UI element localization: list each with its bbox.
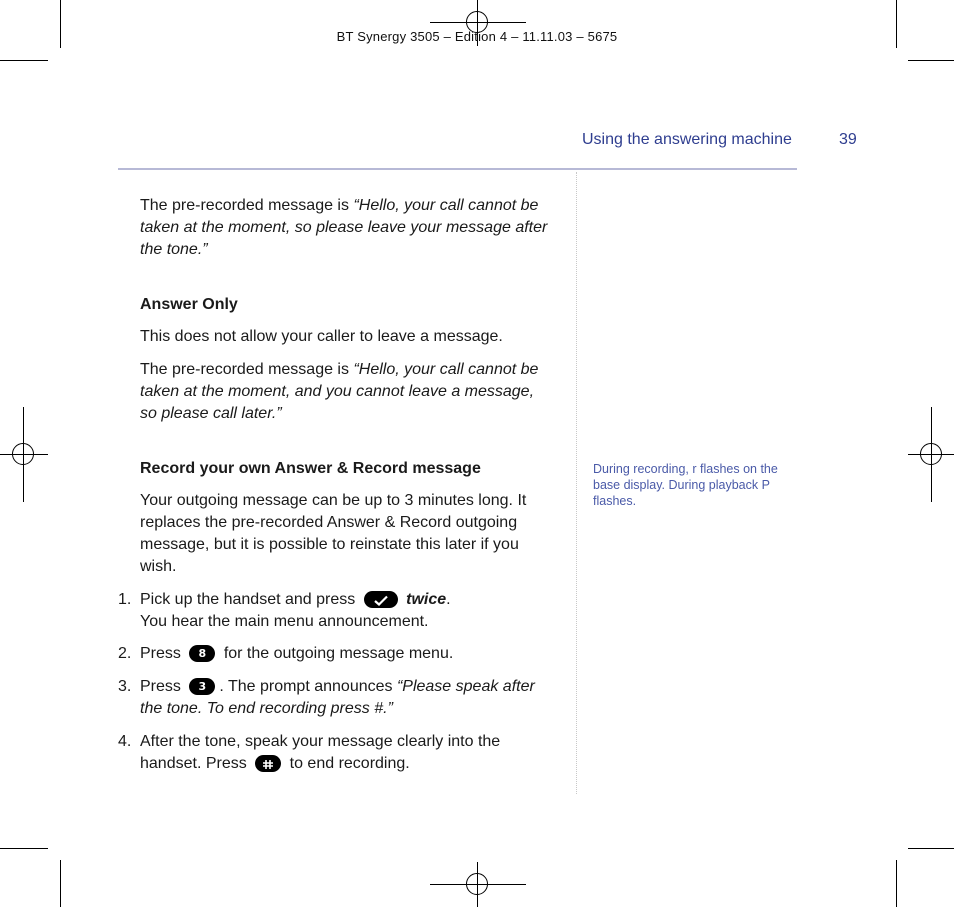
step-text-end: to end recording. <box>289 755 410 772</box>
step-number: 1. <box>118 591 132 608</box>
record-own-desc: Your outgoing message can be up to 3 minutes long. It replaces the pre-recorded Answer & Record outgoing message, but it is possible to reinstate this later if you wish. <box>140 492 527 575</box>
step-3 <box>118 676 558 720</box>
key-3-icon: 3 <box>189 678 215 695</box>
margin-note: During recording, r flashes on the base display. During playback P flashes. <box>593 462 778 508</box>
page-number: 39 <box>839 131 857 148</box>
crop-mark <box>896 860 897 907</box>
step-text-end: . The prompt announces <box>219 678 397 695</box>
intro-paragraph <box>140 195 550 261</box>
answer-only-prefix: The pre-recorded message is <box>140 361 354 378</box>
record-own-heading: Record your own Answer & Record message <box>140 460 481 477</box>
step-text-line2: You hear the main menu announcement. <box>140 613 429 630</box>
answer-only-heading: Answer Only <box>140 296 238 313</box>
step-number: 2. <box>118 645 132 662</box>
edition-line: BT Synergy 3505 – Edition 4 – 11.11.03 – 5675 <box>336 29 618 44</box>
step-text-end: for the outgoing message menu. <box>223 645 454 662</box>
hash-key-icon <box>255 755 281 772</box>
crop-mark <box>0 60 48 61</box>
crop-mark <box>0 848 48 849</box>
step-4 <box>118 731 558 775</box>
running-head: Using the answering machine <box>582 131 792 148</box>
step-text-end: . <box>446 591 451 608</box>
step-number: 4. <box>118 733 132 750</box>
header-rule <box>118 168 797 170</box>
crop-mark <box>908 60 954 61</box>
crop-mark <box>908 848 954 849</box>
intro-quote: “Hello, your call cannot be taken at the moment, so please leave your message after the tone.” <box>140 197 548 258</box>
answer-only-quote: “Hello, your call cannot be taken at the moment, and you cannot leave a message, so please call later.” <box>140 361 539 422</box>
answer-only-desc: This does not allow your caller to leave a message. <box>140 328 503 345</box>
check-key-icon <box>364 591 398 608</box>
step-quote: “Please speak after the tone. To end recording press #.” <box>140 678 535 717</box>
step-number: 3. <box>118 678 132 695</box>
crop-mark <box>60 860 61 907</box>
key-8-icon: 8 <box>189 645 215 662</box>
intro-prefix: The pre-recorded message is <box>140 197 354 214</box>
step-text: After the tone, speak your message clearly into the handset. Press <box>140 733 501 772</box>
step-emphasis: twice <box>406 591 447 608</box>
step-1 <box>118 589 558 633</box>
step-text: Press <box>140 645 181 662</box>
step-text: Press <box>140 678 181 695</box>
step-text: Pick up the handset and press <box>140 591 356 608</box>
answer-only-message <box>140 359 550 425</box>
column-divider <box>576 172 577 794</box>
step-2 <box>118 643 558 665</box>
